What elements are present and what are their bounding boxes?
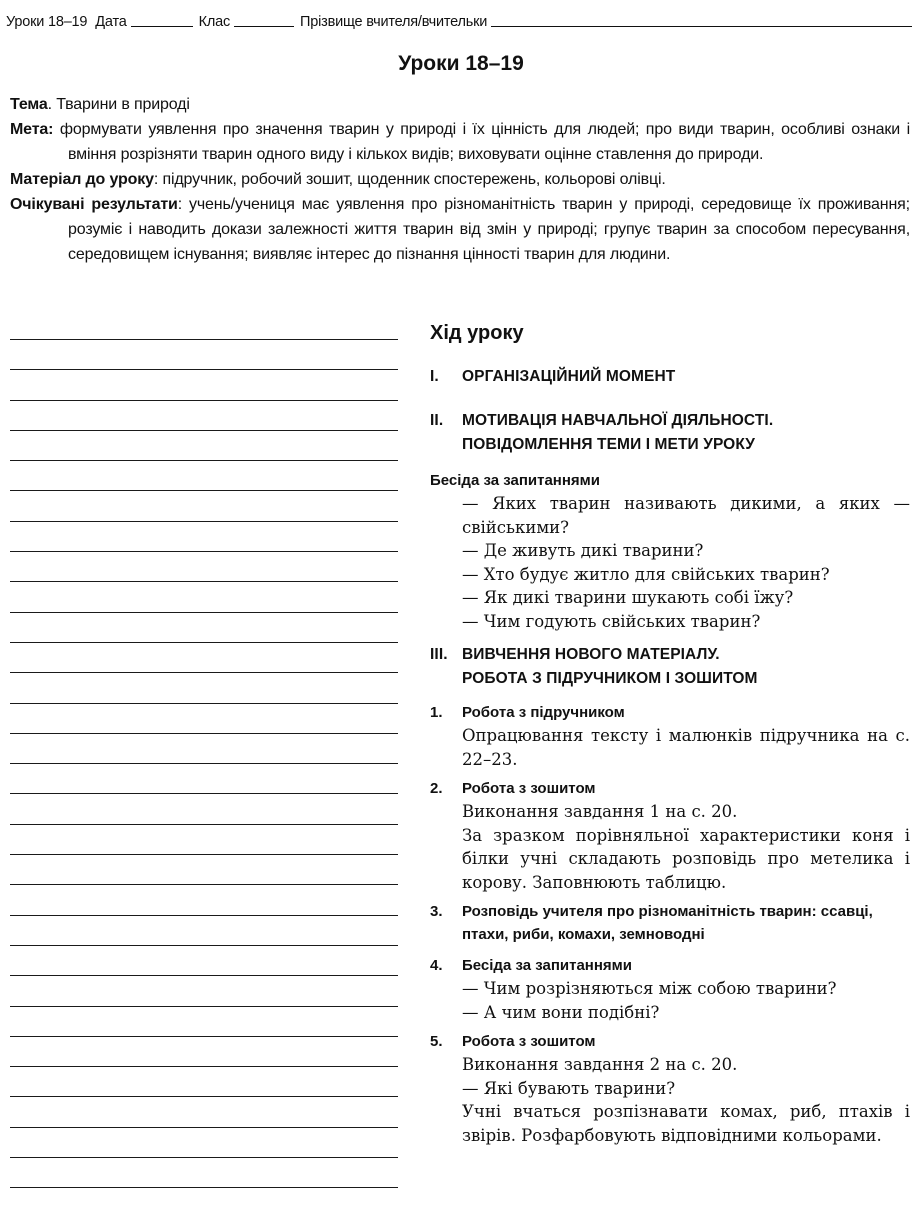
step-text: — Чим розрізняються між собою тварини?	[462, 979, 837, 998]
class-blank[interactable]	[234, 12, 294, 27]
question-item: — Хто будує житло для свійських тварин?	[462, 564, 830, 584]
note-line[interactable]	[10, 975, 398, 1005]
note-line[interactable]	[10, 763, 398, 793]
date-blank[interactable]	[131, 12, 193, 27]
note-line[interactable]	[10, 521, 398, 551]
step-number: 4.	[430, 957, 443, 974]
stage-motivation	[430, 409, 910, 457]
note-line[interactable]	[10, 703, 398, 733]
step-text: — Які бувають тварини?	[462, 1078, 676, 1098]
stage-number: III.	[430, 646, 448, 663]
goal-row: Мета: формувати уявлення про значення тварин у природі і їх цінність для людей; про види тварин, особливі ознаки і вміння розрізняти тварин одного виду і кількох видів; виховувати оцінне ставлення до природи.	[10, 121, 910, 163]
class-label: Клас	[198, 14, 231, 30]
question-item: — Яких тварин називають дикими, а яких — свійськими?	[462, 494, 910, 537]
question-item: — Як дикі тварини шукають собі їжу?	[462, 588, 794, 607]
step-5	[430, 1030, 910, 1053]
note-line[interactable]	[10, 793, 398, 823]
running-header	[6, 6, 912, 30]
note-line[interactable]	[10, 1127, 398, 1157]
step-3	[430, 900, 910, 946]
step-title: Робота з зошитом	[462, 1033, 596, 1050]
page-title: Уроки 18–19	[398, 52, 524, 75]
step-body	[430, 800, 910, 894]
note-line[interactable]	[10, 490, 398, 520]
step-text: За зразком порівняльної характеристики коня і білки учні складають розповідь про метелика і корову. Заповнюють таблицю.	[462, 825, 910, 892]
step-title: Робота з зошитом	[462, 780, 596, 797]
note-line[interactable]	[10, 884, 398, 914]
notes-ruled-area[interactable]	[10, 339, 398, 1218]
note-line[interactable]	[10, 430, 398, 460]
step-text: Опрацювання тексту і малюнків підручника на с. 22–23.	[462, 726, 910, 769]
step-body	[430, 724, 910, 771]
note-line[interactable]	[10, 824, 398, 854]
note-line[interactable]	[10, 612, 398, 642]
step-text: Виконання завдання 2 на с. 20.	[462, 1055, 738, 1074]
goal-value: формувати уявлення про значення тварин у природі і їх цінність для людей; про види тварин, особливі ознаки і вміння розрізняти тварин одного виду і кількох видів; виховувати оцінне ставлення до природи.	[59, 121, 910, 163]
teacher-blank[interactable]	[491, 12, 912, 27]
note-line[interactable]	[10, 460, 398, 490]
material-value: підручник, робочий зошит, щоденник спостережень, кольорові олівці.	[162, 171, 666, 188]
date-label: Дата	[95, 14, 127, 30]
note-line[interactable]	[10, 854, 398, 884]
note-line[interactable]	[10, 1006, 398, 1036]
topic-value: Тварини в природі	[56, 96, 190, 113]
stage-title-line2: РОБОТА З ПІДРУЧНИКОМ І ЗОШИТОМ	[462, 670, 758, 687]
material-row: Матеріал до уроку: підручник, робочий зошит, щоденник спостережень, кольорові олівці.	[10, 171, 666, 188]
topic-sep: .	[47, 96, 52, 113]
stage-new-material	[430, 643, 910, 691]
lesson-meta	[10, 92, 910, 267]
lesson-label: Уроки 18–19	[6, 14, 88, 30]
note-line[interactable]	[10, 1187, 398, 1217]
teacher-label: Прізвище вчителя/вчительки	[300, 14, 488, 30]
step-body	[430, 977, 910, 1024]
step-number: 1.	[430, 704, 443, 721]
topic-row	[10, 92, 910, 117]
step-number: 5.	[430, 1033, 443, 1050]
results-row: Очікувані результати: учень/учениця має уявлення про різноманітність тварин у природі, середовище їх проживання; розуміє і наводить докази залежності життя тварин від змін у природі; групує тварин за способом пересування, середовищем існування; виявляє інтерес до пізнання цінності тварин для людини.	[10, 196, 910, 263]
stage-organizational	[430, 365, 910, 389]
step-4	[430, 954, 910, 977]
goal-label: Мета	[10, 121, 49, 138]
step-title: Бесіда за запитаннями	[462, 957, 632, 974]
note-line[interactable]	[10, 672, 398, 702]
note-line[interactable]	[10, 733, 398, 763]
stage-number: I.	[430, 368, 439, 385]
stage-title: ОРГАНІЗАЦІЙНИЙ МОМЕНТ	[462, 368, 676, 385]
conversation-questions	[430, 492, 910, 633]
conversation-title: Бесіда за запитаннями	[430, 472, 600, 489]
note-line[interactable]	[10, 551, 398, 581]
note-line[interactable]	[10, 400, 398, 430]
step-number: 3.	[430, 903, 443, 920]
note-line[interactable]	[10, 581, 398, 611]
question-item: — Чим годують свійських тварин?	[462, 611, 761, 631]
results-value: учень/учениця має уявлення про різноманітність тварин у природі, середовище їх проживання; розуміє і наводить докази залежності життя тварин від змін у природі; групує тварин за способом пересування, середовищем існування; виявляє інтерес до пізнання цінності тварин для людини.	[68, 196, 910, 263]
note-line[interactable]	[10, 1066, 398, 1096]
topic-label: Тема	[10, 96, 48, 113]
note-line[interactable]	[10, 1036, 398, 1066]
note-line[interactable]	[10, 1157, 398, 1187]
note-line[interactable]	[10, 915, 398, 945]
step-1	[430, 701, 910, 724]
stage-title-line1: ВИВЧЕННЯ НОВОГО МАТЕРІАЛУ.	[462, 646, 720, 663]
step-title: Розповідь учителя про різноманітність тварин: ссавці, птахи, риби, комахи, земноводні	[462, 903, 873, 943]
step-text: Учні вчаться розпізнавати комах, риб, птахів і звірів. Розфарбовують відповідними кольорами.	[462, 1102, 910, 1145]
note-line[interactable]	[10, 1096, 398, 1126]
step-text: — А чим вони подібні?	[462, 1002, 660, 1022]
question-item: — Де живуть дикі тварини?	[462, 541, 704, 560]
step-text: Виконання завдання 1 на с. 20.	[462, 802, 738, 821]
lesson-flow	[430, 322, 910, 1147]
results-label: Очікувані результати	[10, 196, 178, 213]
note-line[interactable]	[10, 945, 398, 975]
note-line[interactable]	[10, 369, 398, 399]
step-number: 2.	[430, 780, 443, 797]
stage-title-line1: МОТИВАЦІЯ НАВЧАЛЬНОЇ ДІЯЛЬНОСТІ.	[462, 412, 774, 429]
flow-heading: Хід уроку	[430, 322, 524, 344]
note-line[interactable]	[10, 642, 398, 672]
stage-title-line2: ПОВІДОМЛЕННЯ ТЕМИ І МЕТИ УРОКУ	[462, 436, 756, 453]
step-body	[430, 1053, 910, 1147]
material-label: Матеріал до уроку	[10, 171, 154, 188]
stage-number: II.	[430, 412, 444, 429]
step-2	[430, 777, 910, 800]
note-line[interactable]	[10, 339, 398, 369]
step-title: Робота з підручником	[462, 704, 625, 721]
